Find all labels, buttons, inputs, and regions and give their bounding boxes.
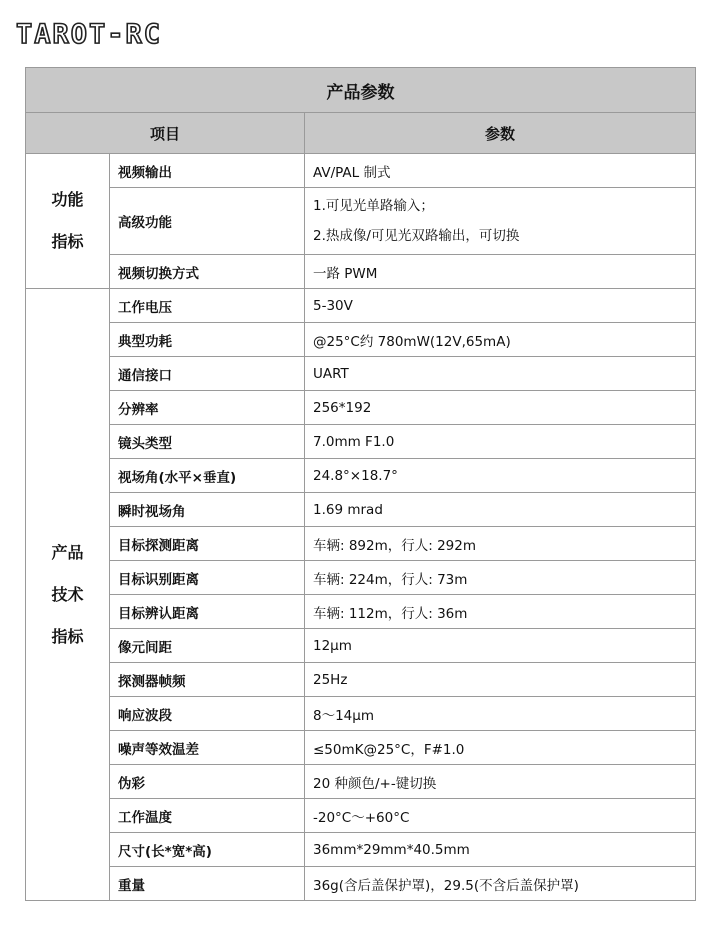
param-name: 视频切换方式 bbox=[110, 255, 305, 289]
param-value: 一路 PWM bbox=[305, 255, 696, 289]
table-row bbox=[26, 289, 696, 323]
table-row bbox=[26, 527, 696, 561]
param-name: 工作温度 bbox=[110, 799, 305, 833]
param-value: 7.0mm F1.0 bbox=[305, 425, 696, 459]
param-name: 通信接口 bbox=[110, 357, 305, 391]
param-value: 12μm bbox=[305, 629, 696, 663]
table-row bbox=[26, 154, 696, 188]
group-label-technical: 产品 技术 指标 bbox=[26, 289, 110, 901]
param-value: 20 种颜色/+-键切换 bbox=[305, 765, 696, 799]
param-value: 车辆: 892m，行人: 292m bbox=[305, 527, 696, 561]
param-name: 目标识别距离 bbox=[110, 561, 305, 595]
param-value: 36g(含后盖保护罩)，29.5(不含后盖保护罩) bbox=[305, 867, 696, 901]
param-value: 车辆: 112m，行人: 36m bbox=[305, 595, 696, 629]
param-value: 1.69 mrad bbox=[305, 493, 696, 527]
param-name: 视频输出 bbox=[110, 154, 305, 188]
table-header-row bbox=[26, 113, 696, 154]
table-row bbox=[26, 459, 696, 493]
table-row bbox=[26, 561, 696, 595]
param-value: UART bbox=[305, 357, 696, 391]
param-name: 目标探测距离 bbox=[110, 527, 305, 561]
param-name: 典型功耗 bbox=[110, 323, 305, 357]
table-row bbox=[26, 731, 696, 765]
table-row bbox=[26, 595, 696, 629]
product-spec-table bbox=[25, 67, 696, 901]
param-value: 36mm*29mm*40.5mm bbox=[305, 833, 696, 867]
param-value: 24.8°×18.7° bbox=[305, 459, 696, 493]
param-name: 瞬时视场角 bbox=[110, 493, 305, 527]
table-row bbox=[26, 188, 696, 255]
param-value: 8～14μm bbox=[305, 697, 696, 731]
param-value: ≤50mK@25°C，F#1.0 bbox=[305, 731, 696, 765]
param-name: 响应波段 bbox=[110, 697, 305, 731]
table-row bbox=[26, 697, 696, 731]
table-row bbox=[26, 629, 696, 663]
param-name: 工作电压 bbox=[110, 289, 305, 323]
param-value: 25Hz bbox=[305, 663, 696, 697]
param-name: 尺寸(长*宽*高) bbox=[110, 833, 305, 867]
group-label-function: 功能 指标 bbox=[26, 154, 110, 289]
table-row bbox=[26, 323, 696, 357]
param-value: -20°C～+60°C bbox=[305, 799, 696, 833]
param-value: AV/PAL 制式 bbox=[305, 154, 696, 188]
param-value: 车辆: 224m，行人: 73m bbox=[305, 561, 696, 595]
param-name: 目标辨认距离 bbox=[110, 595, 305, 629]
param-name: 视场角(水平×垂直) bbox=[110, 459, 305, 493]
param-name: 镜头类型 bbox=[110, 425, 305, 459]
header-item: 项目 bbox=[26, 113, 305, 154]
table-row bbox=[26, 391, 696, 425]
table-row bbox=[26, 867, 696, 901]
table-row bbox=[26, 765, 696, 799]
param-name: 重量 bbox=[110, 867, 305, 901]
table-title: 产品参数 bbox=[26, 68, 696, 113]
param-name: 噪声等效温差 bbox=[110, 731, 305, 765]
header-param: 参数 bbox=[305, 113, 696, 154]
table-row bbox=[26, 663, 696, 697]
param-value: 256*192 bbox=[305, 391, 696, 425]
table-row bbox=[26, 493, 696, 527]
param-name: 分辨率 bbox=[110, 391, 305, 425]
param-name: 伪彩 bbox=[110, 765, 305, 799]
param-value: @25°C约 780mW(12V,65mA) bbox=[305, 323, 696, 357]
table-row bbox=[26, 833, 696, 867]
table-row bbox=[26, 799, 696, 833]
tarot-rc-logo bbox=[16, 20, 266, 46]
param-value: 1.可见光单路输入； 2.热成像/可见光双路输出，可切换 bbox=[305, 188, 696, 255]
param-name: 探测器帧频 bbox=[110, 663, 305, 697]
table-row bbox=[26, 255, 696, 289]
param-name: 高级功能 bbox=[110, 188, 305, 255]
table-row bbox=[26, 425, 696, 459]
table-title-row bbox=[26, 68, 696, 113]
param-value: 5-30V bbox=[305, 289, 696, 323]
logo-text: TAROT-RC bbox=[16, 20, 163, 46]
table-row bbox=[26, 357, 696, 391]
param-name: 像元间距 bbox=[110, 629, 305, 663]
